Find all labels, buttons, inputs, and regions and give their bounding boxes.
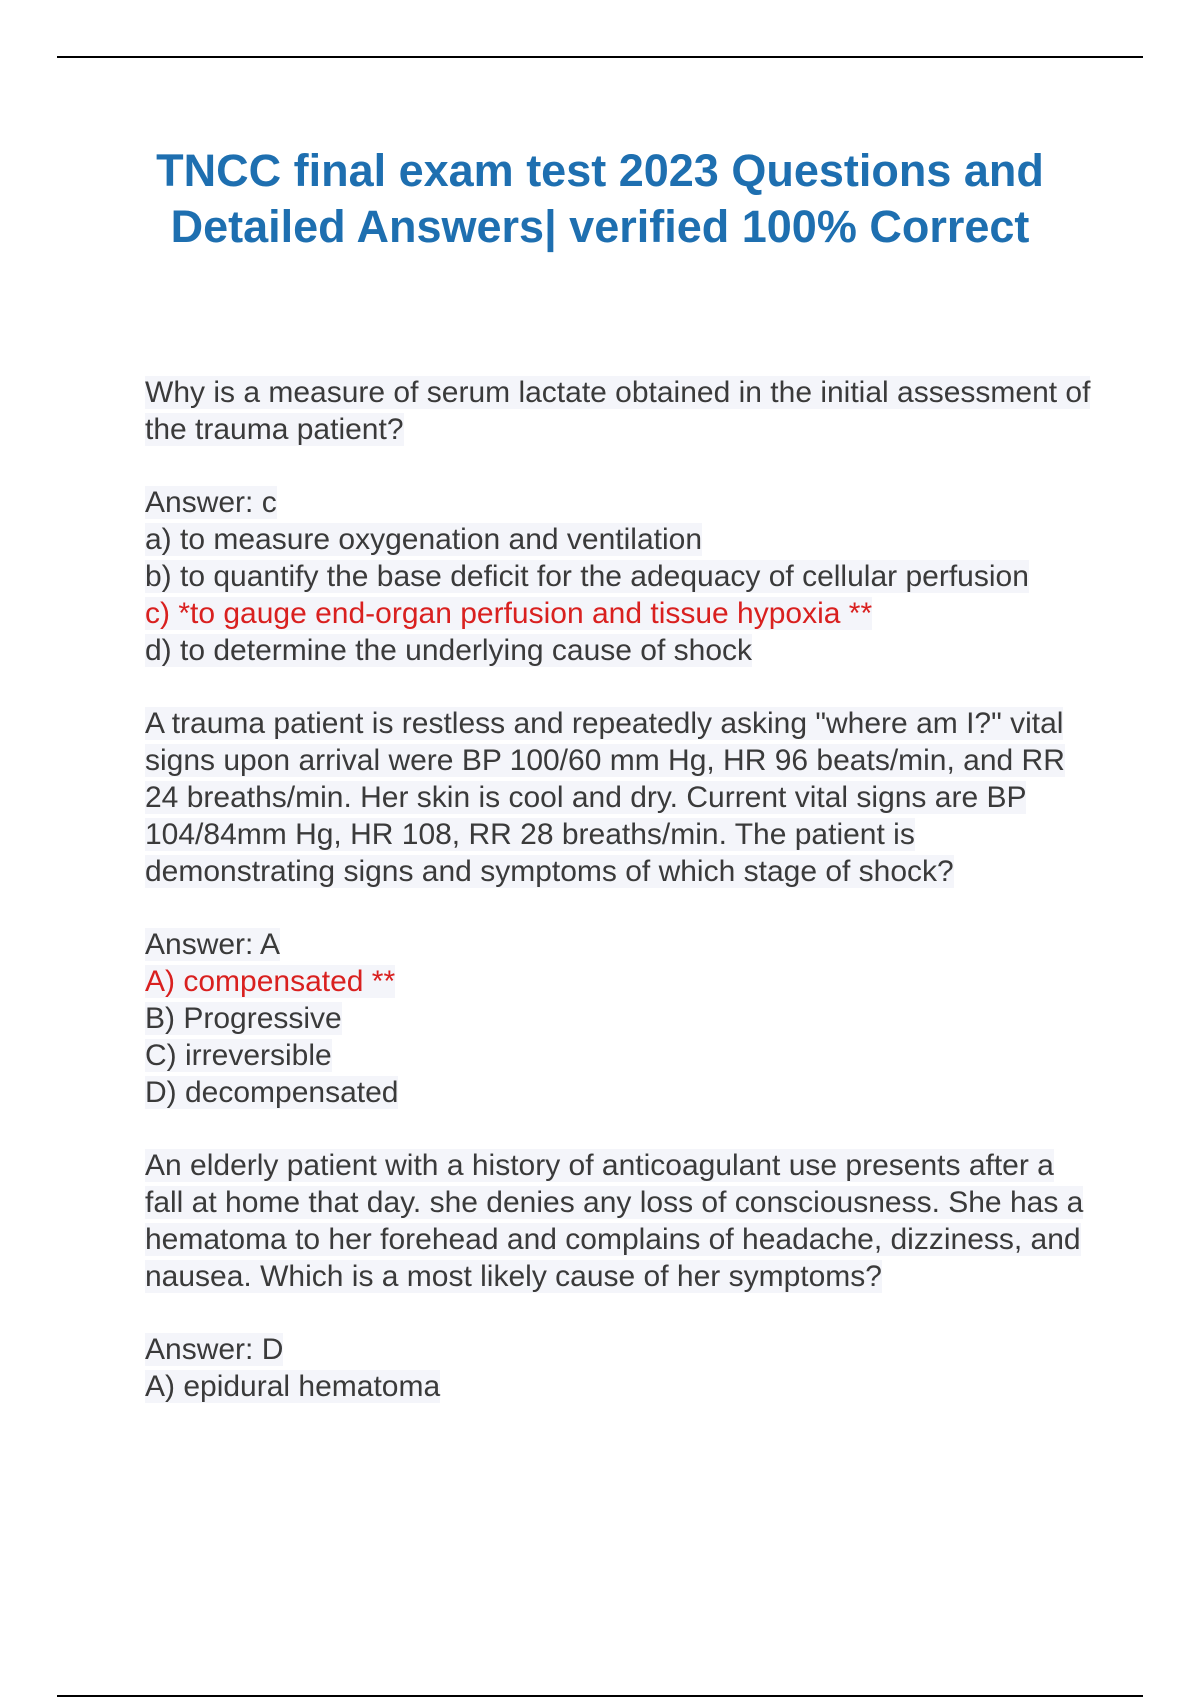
question-text: A trauma patient is restless and repeatedly asking "where am I?" vital signs upon arrival were BP 100/60 mm Hg, HR 96 beats/min, and RR 24 breaths/min. Her skin is cool and dry. Current vital signs are BP 104/84mm Hg, HR 108, RR 28 breaths/min. The patient is demonstrating signs and symptoms of which stage of shock? bbox=[145, 707, 1065, 888]
top-rule bbox=[57, 56, 1143, 58]
question-block-1 bbox=[145, 374, 1095, 669]
document-title: TNCC final exam test 2023 Questions and Detailed Answers| verified 100% Correct bbox=[156, 145, 1044, 252]
answer-option: C) irreversible bbox=[145, 1039, 332, 1072]
answer-option: B) Progressive bbox=[145, 1002, 342, 1035]
question-text: Why is a measure of serum lactate obtained in the initial assessment of the trauma patient? bbox=[145, 376, 1091, 446]
question-text: An elderly patient with a history of anticoagulant use presents after a fall at home that day. she denies any loss of consciousness. She has a hematoma to her forehead and complains of headache, dizziness, and nausea. Which is a most likely cause of her symptoms? bbox=[145, 1149, 1084, 1293]
correct-answer-option: c) *to gauge end-organ perfusion and tissue hypoxia ** bbox=[145, 597, 873, 630]
answer-key: Answer: c bbox=[145, 486, 277, 519]
answer-option: b) to quantify the base deficit for the adequacy of cellular perfusion bbox=[145, 560, 1029, 593]
answer-key: Answer: A bbox=[145, 928, 281, 961]
bottom-rule bbox=[57, 1695, 1143, 1697]
question-block-2 bbox=[145, 705, 1095, 1111]
answer-option: A) epidural hematoma bbox=[145, 1370, 441, 1403]
correct-answer-option: A) compensated ** bbox=[145, 965, 396, 998]
question-block-3 bbox=[145, 1147, 1095, 1405]
answer-option: D) decompensated bbox=[145, 1076, 399, 1109]
answer-option: d) to determine the underlying cause of shock bbox=[145, 634, 753, 667]
answer-option: a) to measure oxygenation and ventilation bbox=[145, 523, 703, 556]
document-body bbox=[145, 374, 1095, 1405]
answer-key: Answer: D bbox=[145, 1333, 284, 1366]
